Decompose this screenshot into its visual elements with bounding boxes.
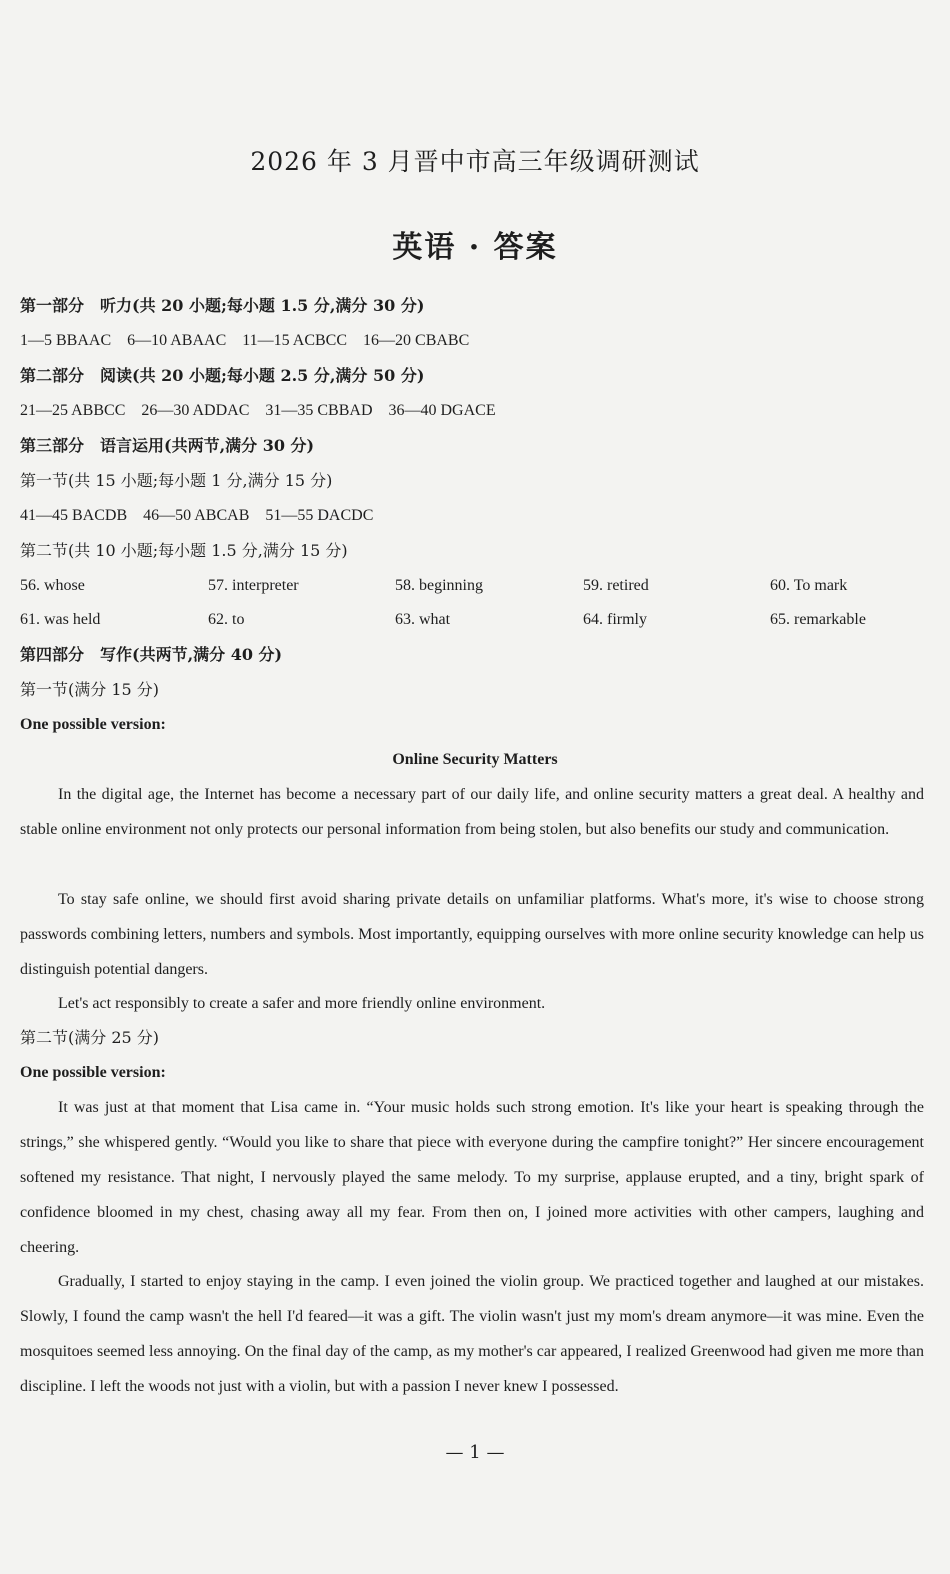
part4-section1-heading: 第一节(满分 15 分) xyxy=(20,680,160,699)
version-label: One possible version: xyxy=(20,716,166,733)
part3-section1-heading: 第一节(共 15 小题;每小题 1 分,满分 15 分) xyxy=(20,471,333,490)
answer-item: 61. was held xyxy=(20,611,101,628)
essay-title: Online Security Matters xyxy=(392,751,558,768)
answer-item: 57. interpreter xyxy=(208,577,299,594)
answer-item: 64. firmly xyxy=(583,611,647,628)
fill-in-answers-row-2 xyxy=(20,608,950,632)
answer-item: 60. To mark xyxy=(770,577,848,594)
essay-paragraph: To stay safe online, we should first avoid sharing private details on unfamiliar platforms. What's more, it's wise to choose strong passwords combining letters, numbers and symbols. Most importantly, equipping ourselves with more online security knowledge can help us distinguish potential dangers. xyxy=(20,891,924,978)
story-paragraph: Gradually, I started to enjoy staying in the camp. I even joined the violin group. We practiced together and laughed at our mistakes. Slowly, I found the camp wasn't the hell I'd feared—it was a gift. The violin wasn't just my mom's dream anymore—it was mine. Even the mosquitoes seemed less annoying. On the final day of the camp, as my mother's car appeared, I realized Greenwood had given me more than discipline. I left the woods not just with a violin, but with a passion I never knew I possessed. xyxy=(20,1273,924,1395)
part3-section1-answers: 41—45 BACDB 46—50 ABCAB 51—55 DACDC xyxy=(20,507,374,524)
answer-item: 62. to xyxy=(208,611,245,628)
answer-item: 59. retired xyxy=(583,577,649,594)
answer-item: 65. remarkable xyxy=(770,611,866,628)
story-paragraph: It was just at that moment that Lisa came in. “Your music holds such strong emotion. It's like your heart is speaking through the strings,” she whispered gently. “Would you like to share that piece with everyone during the campfire tonight?” Her sincere encouragement softened my resistance. That night, I nervously played the same melody. To my surprise, applause erupted, and a tiny, bright spark of confidence bloomed in my chest, chasing away all my fear. From then on, I joined more activities with other campers, laughing and cheering. xyxy=(20,1099,924,1256)
part2-heading: 第二部分 阅读(共 20 小题;每小题 2.5 分,满分 50 分) xyxy=(20,366,425,385)
part4-heading: 第四部分 写作(共两节,满分 40 分) xyxy=(20,645,283,664)
fill-in-answers-row-1 xyxy=(20,574,950,598)
part1-heading: 第一部分 听力(共 20 小题;每小题 1.5 分,满分 30 分) xyxy=(20,296,425,315)
essay-paragraph: Let's act responsibly to create a safer and more friendly online environment. xyxy=(58,995,546,1012)
exam-subtitle: 英语 · 答案 xyxy=(392,230,558,265)
essay-paragraph: In the digital age, the Internet has become a necessary part of our daily life, and online security matters a great deal. A healthy and stable online environment not only protects our personal information from being stolen, but also benefits our study and communication. xyxy=(20,786,924,838)
part2-answers: 21—25 ABBCC 26—30 ADDAC 31—35 CBBAD 36—40 DGACE xyxy=(20,402,496,419)
answer-item: 58. beginning xyxy=(395,577,483,594)
version-label: One possible version: xyxy=(20,1064,166,1081)
part3-heading: 第三部分 语言运用(共两节,满分 30 分) xyxy=(20,436,315,455)
exam-title: 2026 年 3 月晋中市高三年级调研测试 xyxy=(250,147,700,176)
part4-section2-heading: 第二节(满分 25 分) xyxy=(20,1028,160,1047)
answer-item: 63. what xyxy=(395,611,451,628)
part1-answers: 1—5 BBAAC 6—10 ABAAC 11—15 ACBCC 16—20 CBABC xyxy=(20,332,470,349)
answer-item: 56. whose xyxy=(20,577,85,594)
page-number: — 1 — xyxy=(445,1442,505,1463)
part3-section2-heading: 第二节(共 10 小题;每小题 1.5 分,满分 15 分) xyxy=(20,541,348,560)
